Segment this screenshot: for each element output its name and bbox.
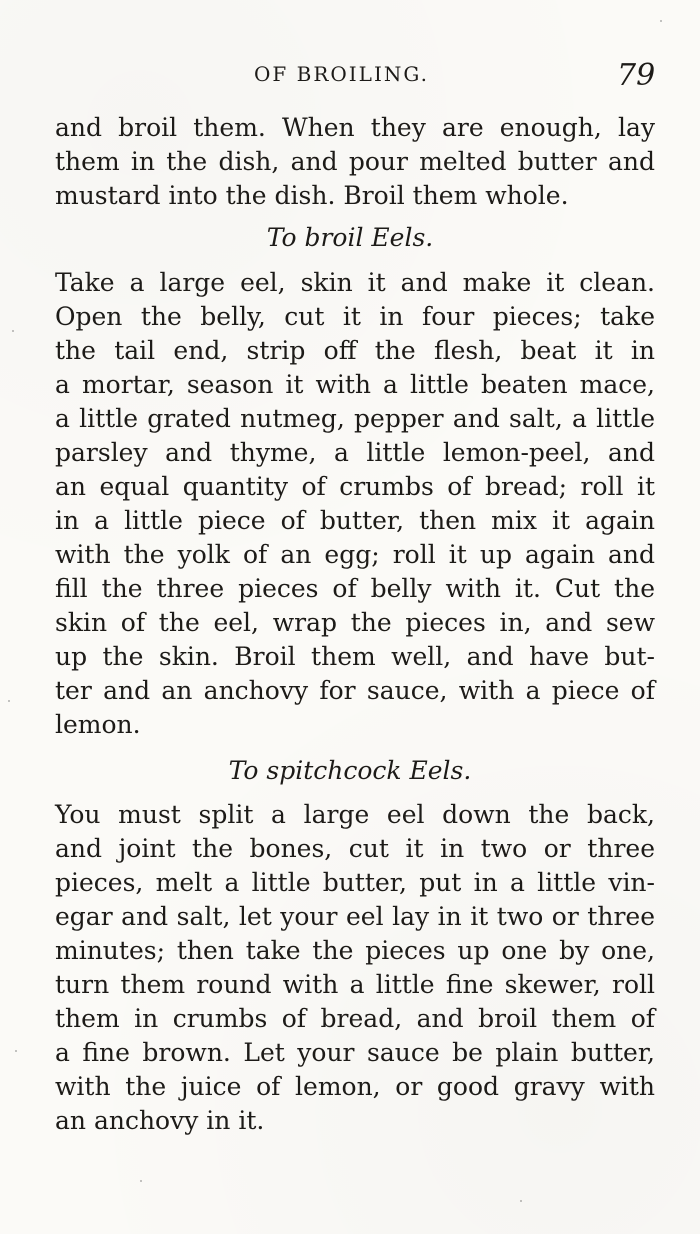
text-line: the tail end, strip off the flesh, beat it in	[55, 336, 655, 365]
text-line: fill the three pieces of belly with it. Cut the	[55, 574, 655, 603]
paper-speck	[520, 1200, 522, 1202]
text-line: lemon.	[55, 710, 141, 739]
text-line: Open the belly, cut it in four pieces; take	[55, 302, 655, 331]
text-line: parsley and thyme, a little lemon-peel, and	[55, 438, 655, 467]
paper-speck	[15, 1050, 17, 1052]
chapter-title: OF BROILING.	[254, 62, 429, 86]
paper-speck	[660, 20, 662, 22]
text-line: You must split a large eel down the back,	[55, 800, 655, 829]
text-line: an anchovy in it.	[55, 1106, 265, 1135]
text-line: egar and salt, let your eel lay in it two or three	[55, 902, 655, 931]
paper-speck	[140, 1180, 142, 1182]
page-number: 79	[617, 58, 656, 93]
text-line: ter and an anchovy for sauce, with a piece of	[55, 676, 655, 705]
text-line: up the skin. Broil them well, and have but-	[55, 642, 655, 671]
text-line: skin of the eel, wrap the pieces in, and sew	[55, 608, 655, 637]
text-line: in a little piece of butter, then mix it again	[55, 506, 655, 535]
text-line: an equal quantity of crumbs of bread; roll it	[55, 472, 655, 501]
paper-speck	[12, 330, 14, 332]
recipe-heading-spitchcock-eels: To spitchcock Eels.	[228, 756, 472, 785]
text-line: mustard into the dish. Broil them whole.	[55, 181, 569, 210]
paper-speck	[8, 700, 10, 702]
text-line: a mortar, season it with a little beaten mace,	[55, 370, 655, 399]
text-line: and broil them. When they are enough, lay	[55, 113, 655, 142]
text-line: turn them round with a little fine skewer, roll	[55, 970, 655, 999]
text-line: a fine brown. Let your sauce be plain butter,	[55, 1038, 655, 1067]
text-line: a little grated nutmeg, pepper and salt, a little	[55, 404, 655, 433]
text-line: minutes; then take the pieces up one by one,	[55, 936, 655, 965]
text-line: with the juice of lemon, or good gravy with	[55, 1072, 655, 1101]
text-line: them in the dish, and pour melted butter and	[55, 147, 655, 176]
text-line: and joint the bones, cut it in two or three	[55, 834, 655, 863]
text-line: with the yolk of an egg; roll it up again and	[55, 540, 655, 569]
running-head	[0, 54, 700, 94]
text-line: Take a large eel, skin it and make it clean.	[55, 268, 655, 297]
text-line: them in crumbs of bread, and broil them of	[55, 1004, 655, 1033]
text-line: pieces, melt a little butter, put in a little vin-	[55, 868, 655, 897]
recipe-heading-broil-eels: To broil Eels.	[266, 223, 434, 252]
